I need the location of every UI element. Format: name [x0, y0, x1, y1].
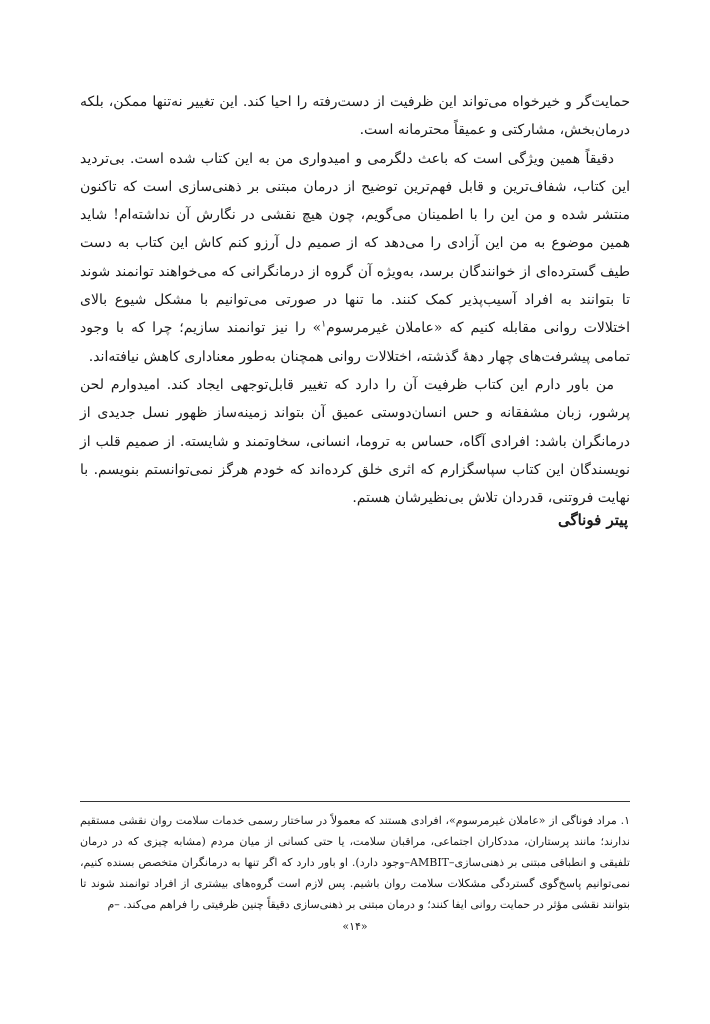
footnote-text: ۱. مراد فوناگی از «عاملان غیرمرسوم»، افرادی هستند که معمولاً در ساختار رسمی خدمات سلامت روان نقشی مستقیم ندارند؛ مانند پرستاران، مددکاران اجتماعی، مراقبان سلامت، یا حتی کسانی از میان مردم (مشابه چیزی که در درمان تلفیقی و انطباقی مبتنی بر ذهنی‌سازی–AMBIT–وجود دارد). او باور دارد که اگر تنها به درمانگران متخصص بسنده کنیم، نمی‌توانیم پاسخ‌گوی گستردگی مشکلات سلامت روان باشیم. پس لازم است گروه‌های بیشتری از افراد توانمند شوند تا بتوانند نقشی مؤثر در حمایت روانی ایفا کنند؛ و درمان مبتنی بر ذهنی‌سازی دقیقاً چنین ظرفیتی را فراهم می‌کند. –م — [80, 814, 630, 911]
paragraph-1: حمایت‌گر و خیرخواه می‌تواند این ظرفیت از دست‌رفته را احیا کند. این تغییر نه‌تنها ممکن، بلکه درمان‌بخش، مشارکتی و عمیقاً محترمانه است. — [80, 94, 630, 139]
paragraph-2-text-before: دقیقاً همین ویژگی است که باعث دلگرمی و امیدواری من به این کتاب شده است. بی‌تردید این کتاب، شفاف‌ترین و قابل فهم‌ترین توضیح از درمان مبتنی بر ذهنی‌سازی است که تاکنون منتشر شده و من این را با اطمینان می‌گویم، چون هیچ نقشی در نگارش آن نداشته‌ام! شاید همین موضوع به من این آزادی را می‌دهد که از صمیم دل آرزو کنم کاش این کتاب به دست طیف گسترده‌ای از خوانندگان برسد، به‌ویژه آن گروه از درمانگرانی که می‌خواهند توانمند شوند تا بتوانند به افراد آسیب‌پذیر کمک کنند. ما تنها در صورتی می‌توانیم با مشکل شیوع بالای اختلالات روانی مقابله کنیم که «عاملان غیرمرسوم — [80, 150, 630, 337]
author-signature: پیتر فوناگی — [557, 511, 628, 529]
body-text — [80, 88, 630, 512]
footnote-reference[interactable]: ۱ — [321, 319, 327, 330]
paragraph-2 — [80, 145, 630, 371]
page-number: «۱۴» — [342, 920, 368, 933]
paragraph-3: من باور دارم این کتاب ظرفیت آن را دارد که تغییر قابل‌توجهی ایجاد کند. امیدوارم لحن پرشور، زبان مشفقانه و حس انسان‌دوستی عمیق آن بتواند زمینه‌ساز ظهور نسل جدیدی از درمانگران باشد: افرادی آگاه، حساس به تروما، انسانی، سخاوتمند و شایسته. از صمیم قلب از نویسندگان این کتاب سپاسگزارم که اثری خلق کرده‌اند که خودم هرگز نمی‌توانستم بنویسم. با نهایت فروتنی، قدردان تلاش بی‌نظیرشان هستم. — [80, 376, 630, 507]
paragraph-2-text-after: » را نیز توانمند سازیم؛ چرا که با وجود تمامی پیشرفت‌های چهار دههٔ گذشته، اختلالات روانی همچنان به‌طور معناداری کاهش نیافته‌اند. — [80, 320, 630, 365]
footnote-divider — [80, 801, 630, 802]
